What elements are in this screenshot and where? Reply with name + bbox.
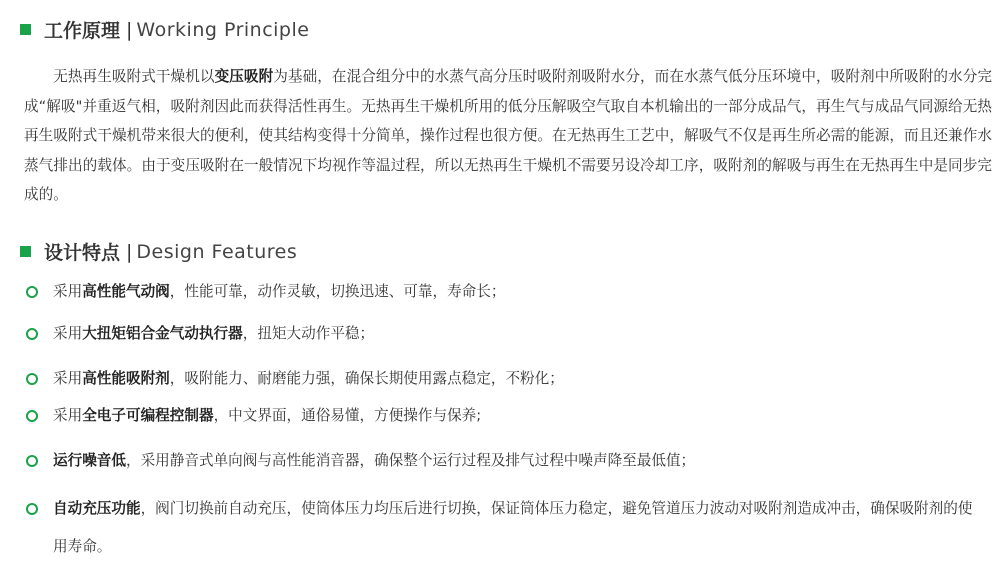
circle-bullet-icon	[26, 373, 38, 385]
paragraph-text: 无热再生吸附式干燥机以	[53, 68, 215, 85]
feature-prefix: 采用	[53, 370, 83, 387]
feature-text: ，扭矩大动作平稳；	[242, 325, 375, 342]
circle-bullet-icon	[26, 328, 38, 340]
section-title-en: Design Features	[136, 240, 298, 263]
paragraph-text: 为基础，在混合组分中的水蒸气高分压时吸附剂吸附水分，而在水蒸气低分压环境中，吸附剂中所吸附的水分完成“解吸"并重返气相，吸附剂因此而获得活性再生。无热再生干燥机所用的低分压解吸空气取自本机输出的一部分成品气，再生气与成品气同源给无热再生吸附式干燥机带来很大的便利，使其结构变得十分简单，操作过程也很方便。在无热再生工艺中，解吸气不仅是再生所必需的能源，而且还兼作水蒸气排出的载体。由于变压吸附在一般情况下均视作等温过程，所以无热再生干燥机不需要另设冷却工序，吸附剂的解吸与再生在无热再生中是同步完成的。	[24, 68, 992, 204]
section-title-cn: 设计特点	[44, 242, 121, 264]
working-principle-header	[20, 16, 309, 43]
title-separator: |	[126, 240, 133, 263]
feature-item	[26, 490, 986, 566]
feature-text: ，采用静音式单向阀与高性能消音器，确保整个运行过程及排气过程中噪声降至最低值；	[125, 452, 696, 469]
feature-item	[26, 401, 986, 431]
circle-bullet-icon	[26, 455, 38, 467]
feature-text: ，阀门切换前自动充压，使筒体压力均压后进行切换，保证筒体压力稳定，避免管道压力波动对吸附剂造成冲击，确保吸附剂的使用寿命。	[53, 500, 973, 555]
feature-bold: 高性能吸附剂	[82, 370, 170, 387]
design-features-header	[20, 238, 297, 265]
feature-text: ，中文界面，通俗易懂，方便操作与保养;	[213, 407, 482, 424]
feature-item	[26, 446, 986, 476]
feature-item	[26, 277, 986, 307]
feature-text: ，吸附能力、耐磨能力强，确保长期使用露点稳定，不粉化；	[169, 370, 564, 387]
circle-bullet-icon	[26, 410, 38, 422]
green-square-icon	[20, 24, 31, 35]
feature-prefix: 采用	[53, 325, 83, 342]
section-title-en: Working Principle	[136, 18, 310, 41]
feature-bold: 运行噪音低	[53, 452, 126, 469]
title-separator: |	[126, 18, 133, 41]
circle-bullet-icon	[26, 286, 38, 298]
feature-text: ，性能可靠，动作灵敏，切换迅速、可靠，寿命长；	[169, 283, 506, 300]
feature-item	[26, 319, 986, 349]
section-title-cn: 工作原理	[44, 20, 121, 42]
working-principle-paragraph	[24, 62, 992, 210]
feature-prefix: 采用	[53, 283, 83, 300]
feature-bold: 高性能气动阀	[82, 283, 170, 300]
feature-prefix: 采用	[53, 407, 83, 424]
feature-bold: 大扭矩铝合金气动执行器	[82, 325, 243, 342]
feature-item	[26, 364, 986, 394]
feature-bold: 全电子可编程控制器	[82, 407, 214, 424]
feature-bold: 自动充压功能	[53, 500, 141, 517]
paragraph-bold-term: 变压吸附	[214, 68, 274, 85]
green-square-icon	[20, 246, 31, 257]
circle-bullet-icon	[26, 503, 38, 515]
